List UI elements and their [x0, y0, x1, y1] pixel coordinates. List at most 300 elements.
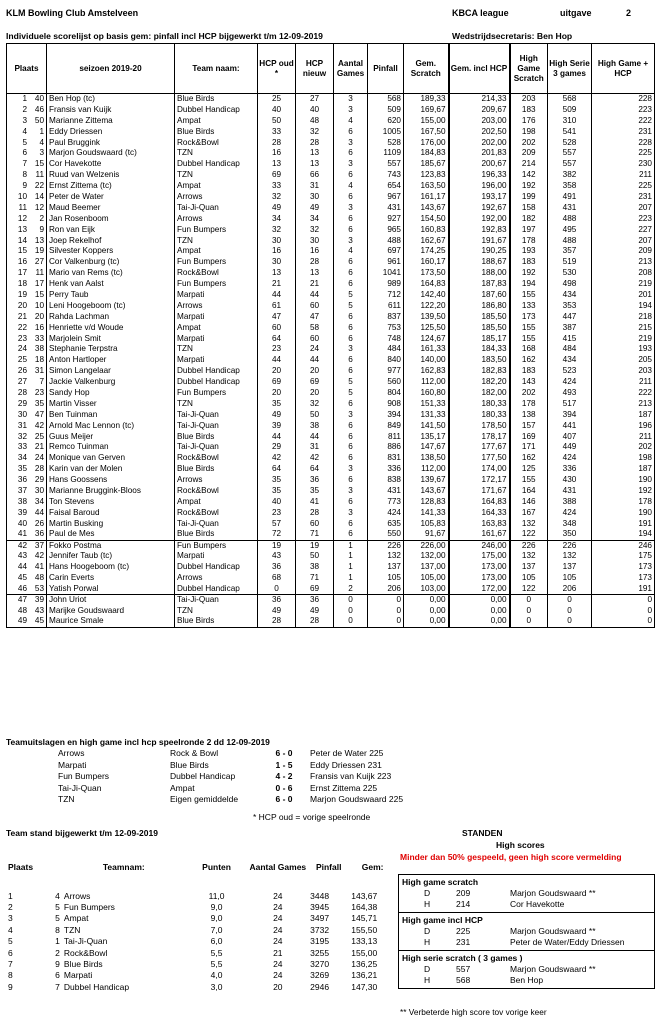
cell-team: Rock&Bowl [175, 137, 258, 148]
cell-naam: Henriette v/d Woude [47, 322, 175, 333]
cell-hg-scratch: 192 [510, 268, 548, 279]
cell-plaats-previous: 45 [34, 616, 44, 626]
cell-hs-3: 226 [548, 540, 592, 551]
cell-plaats-current: 27 [17, 377, 27, 387]
table-row [7, 594, 655, 605]
cell-hcp-oud: 50 [258, 115, 296, 126]
cell-gem-scratch: 128,83 [404, 496, 449, 507]
cell-plaats-previous: 11 [35, 268, 44, 278]
cell-hg-hcp: 193 [592, 344, 655, 355]
cell-gem-hcp: 0,00 [449, 594, 510, 605]
table-row [7, 344, 655, 355]
cell-hcp-oud: 39 [258, 420, 296, 431]
cell-hcp-nieuw: 60 [296, 300, 334, 311]
result-high-game: Peter de Water 225 [310, 748, 384, 759]
cell-hcp-oud: 23 [258, 344, 296, 355]
cell-hcp-oud: 64 [258, 464, 296, 475]
cell-aantal: 0 [334, 605, 368, 616]
cell-hcp-oud: 19 [258, 540, 296, 551]
cell-pinfall: 509 [368, 104, 404, 115]
cell-plaats [7, 213, 47, 224]
cell-plaats-previous: 26 [34, 518, 44, 528]
cell-gem-scratch: 169,67 [404, 104, 449, 115]
cell-hcp-nieuw: 44 [296, 431, 334, 442]
cell-plaats-current: 5 [22, 137, 27, 147]
cell-hcp-nieuw: 42 [296, 453, 334, 464]
cell-pinfall: 105 [368, 573, 404, 584]
cell-hcp-oud: 44 [258, 290, 296, 301]
cell-hs-3: 415 [548, 333, 592, 344]
cell-naam: Joep Rekelhof [47, 235, 175, 246]
table-row [7, 398, 655, 409]
cell-plaats-current: 15 [17, 246, 27, 256]
cell-hg-hcp: 178 [592, 496, 655, 507]
cell-naam: Ben Hop (tc) [47, 94, 175, 105]
result-high-game: Fransis van Kuijk 223 [310, 771, 392, 782]
cell-plaats [7, 159, 47, 170]
team-naam: Blue Birds [63, 958, 103, 969]
cell-hs-3: 557 [548, 148, 592, 159]
cell-pinfall: 753 [368, 322, 404, 333]
team-row [6, 890, 396, 901]
cell-hcp-oud: 30 [258, 235, 296, 246]
cell-gem-scratch: 142,40 [404, 290, 449, 301]
cell-hg-scratch: 155 [510, 322, 548, 333]
cell-hg-scratch: 173 [510, 311, 548, 322]
highscore-value: 568 [456, 975, 471, 985]
cell-aantal: 6 [334, 475, 368, 486]
cell-plaats-previous: 13 [34, 235, 44, 245]
cell-hs-3: 357 [548, 246, 592, 257]
cell-gem-scratch: 154,50 [404, 213, 449, 224]
cell-plaats-previous: 18 [34, 355, 44, 365]
table-row [7, 496, 655, 507]
cell-gem-hcp: 190,25 [449, 246, 510, 257]
cell-team: Blue Birds [175, 126, 258, 137]
cell-hs-3: 519 [548, 257, 592, 268]
table-row [7, 170, 655, 181]
cell-gem-hcp: 182,83 [449, 366, 510, 377]
cell-hcp-nieuw: 28 [296, 137, 334, 148]
team-col-games: Aantal Games [249, 862, 307, 872]
cell-plaats-previous: 40 [34, 94, 44, 104]
cell-plaats [7, 562, 47, 573]
cell-team: Blue Birds [175, 529, 258, 540]
cell-gem-scratch: 160,17 [404, 257, 449, 268]
cell-plaats [7, 605, 47, 616]
cell-aantal: 6 [334, 496, 368, 507]
cell-hcp-nieuw: 13 [296, 148, 334, 159]
cell-team: Arrows [175, 300, 258, 311]
cell-hs-3: 394 [548, 409, 592, 420]
cell-gem-scratch: 105,83 [404, 518, 449, 529]
cell-hs-3: 388 [548, 496, 592, 507]
cell-hs-3: 424 [548, 377, 592, 388]
cell-hg-scratch: 162 [510, 355, 548, 366]
player-score-table [6, 43, 655, 628]
cell-plaats [7, 181, 47, 192]
team-vorige: 7 [55, 981, 60, 992]
team-pinfall: 3732 [310, 924, 330, 935]
cell-hg-scratch: 155 [510, 290, 548, 301]
cell-gem-scratch: 91,67 [404, 529, 449, 540]
result-score: 0 - 6 [275, 782, 293, 793]
cell-plaats-previous: 47 [34, 409, 44, 419]
team-naam: Rock&Bowl [63, 947, 108, 958]
cell-naam: Peter de Water [47, 192, 175, 203]
table-row [7, 584, 655, 595]
table-row [7, 126, 655, 137]
cell-hcp-nieuw: 32 [296, 224, 334, 235]
cell-hg-hcp: 219 [592, 279, 655, 290]
cell-aantal: 6 [334, 529, 368, 540]
cell-naam: Ruud van Welzenis [47, 170, 175, 181]
cell-naam: Marianne Bruggink-Bloos [47, 486, 175, 497]
cell-hg-hcp: 222 [592, 115, 655, 126]
cell-gem-scratch: 112,00 [404, 464, 449, 475]
highscore-group-title: High serie scratch ( 3 games ) [402, 953, 523, 963]
cell-hg-hcp: 196 [592, 420, 655, 431]
cell-aantal: 4 [334, 181, 368, 192]
cell-naam: Jan Rosenboom [47, 213, 175, 224]
results-table [56, 748, 448, 806]
cell-pinfall: 748 [368, 333, 404, 344]
cell-hcp-oud: 30 [258, 257, 296, 268]
cell-hcp-oud: 36 [258, 594, 296, 605]
cell-pinfall: 965 [368, 224, 404, 235]
cell-plaats [7, 496, 47, 507]
result-away-team: Blue Birds [170, 759, 209, 770]
result-row [56, 771, 448, 783]
cell-hg-scratch: 183 [510, 104, 548, 115]
cell-plaats-previous: 15 [34, 289, 44, 299]
cell-plaats-current: 8 [22, 170, 27, 180]
cell-team: Blue Birds [175, 616, 258, 627]
cell-pinfall: 977 [368, 366, 404, 377]
cell-team: Fun Bumpers [175, 224, 258, 235]
cell-plaats-previous: 50 [34, 115, 44, 125]
cell-pinfall: 394 [368, 409, 404, 420]
result-high-game: Ernst Zittema 225 [310, 782, 378, 793]
cell-gem-hcp: 174,00 [449, 464, 510, 475]
cell-hg-scratch: 143 [510, 377, 548, 388]
cell-plaats-current: 20 [17, 300, 27, 310]
cell-naam: Marjon Goudswaard (tc) [47, 148, 175, 159]
cell-hcp-oud: 20 [258, 388, 296, 399]
cell-plaats-current: 13 [17, 224, 27, 234]
cell-plaats-current: 34 [17, 453, 27, 463]
cell-plaats [7, 453, 47, 464]
cell-aantal: 1 [334, 573, 368, 584]
cell-plaats-previous: 46 [34, 104, 44, 114]
cell-naam: Marijke Goudswaard [47, 605, 175, 616]
cell-plaats-current: 6 [22, 148, 27, 158]
cell-gem-hcp: 192,83 [449, 224, 510, 235]
secretary: Wedstrijdsecretaris: Ben Hop [452, 31, 573, 41]
cell-plaats-previous: 15 [34, 159, 44, 169]
cell-naam: Hans Goossens [47, 475, 175, 486]
cell-gem-hcp: 172,17 [449, 475, 510, 486]
table-row [7, 518, 655, 529]
cell-hg-hcp: 246 [592, 540, 655, 551]
cell-hg-hcp: 230 [592, 159, 655, 170]
cell-plaats-previous: 17 [34, 279, 44, 289]
cell-hcp-oud: 36 [258, 562, 296, 573]
cell-hs-3: 358 [548, 181, 592, 192]
team-row [6, 913, 396, 924]
team-pinfall: 3945 [310, 901, 330, 912]
cell-hs-3: 430 [548, 475, 592, 486]
cell-plaats [7, 322, 47, 333]
cell-hs-3: 431 [548, 202, 592, 213]
cell-hcp-nieuw: 31 [296, 442, 334, 453]
cell-team: Rock&Bowl [175, 268, 258, 279]
cell-naam: Jennifer Taub (tc) [47, 551, 175, 562]
cell-gem-hcp: 180,33 [449, 398, 510, 409]
cell-aantal: 3 [334, 94, 368, 105]
team-gem: 136,21 [351, 970, 378, 981]
cell-hcp-nieuw: 64 [296, 464, 334, 475]
cell-hcp-nieuw: 71 [296, 529, 334, 540]
cell-plaats-current: 42 [17, 540, 27, 550]
cell-hg-hcp: 223 [592, 104, 655, 115]
cell-plaats [7, 594, 47, 605]
team-naam: Dubbel Handicap [63, 981, 130, 992]
cell-plaats [7, 290, 47, 301]
cell-hs-3: 528 [548, 137, 592, 148]
team-vorige: 5 [55, 913, 60, 924]
cell-plaats-current: 38 [17, 496, 27, 506]
cell-hcp-oud: 16 [258, 246, 296, 257]
cell-gem-hcp: 161,67 [449, 529, 510, 540]
cell-hg-hcp: 211 [592, 377, 655, 388]
cell-plaats-previous: 29 [34, 475, 44, 485]
cell-pinfall: 620 [368, 115, 404, 126]
cell-plaats-current: 7 [22, 159, 27, 169]
cell-plaats [7, 475, 47, 486]
col-team: Team naam: [175, 44, 258, 94]
cell-gem-hcp: 246,00 [449, 540, 510, 551]
cell-hcp-nieuw: 50 [296, 551, 334, 562]
result-score: 4 - 2 [275, 771, 293, 782]
cell-hg-hcp: 231 [592, 126, 655, 137]
table-row [7, 181, 655, 192]
cell-plaats-current: 22 [17, 322, 27, 332]
cell-gem-scratch: 160,83 [404, 224, 449, 235]
cell-hcp-nieuw: 27 [296, 94, 334, 105]
team-plaats: 1 [8, 890, 13, 901]
table-row [7, 420, 655, 431]
cell-gem-scratch: 135,17 [404, 431, 449, 442]
cell-hcp-oud: 61 [258, 300, 296, 311]
cell-plaats-current: 40 [17, 518, 27, 528]
cell-gem-scratch: 173,50 [404, 268, 449, 279]
team-naam: TZN [63, 924, 81, 935]
cell-hg-scratch: 178 [510, 235, 548, 246]
table-row [7, 355, 655, 366]
team-plaats: 9 [8, 981, 13, 992]
result-home-team: Tai-Ji-Quan [58, 782, 102, 793]
team-games: 24 [273, 924, 283, 935]
cell-hcp-nieuw: 48 [296, 115, 334, 126]
cell-naam: Perry Taub [47, 290, 175, 301]
cell-team: Dubbel Handicap [175, 104, 258, 115]
cell-hcp-oud: 57 [258, 518, 296, 529]
cell-hg-scratch: 202 [510, 388, 548, 399]
cell-team: Rock&Bowl [175, 453, 258, 464]
standen-title: STANDEN [462, 828, 503, 838]
cell-hg-scratch: 122 [510, 529, 548, 540]
cell-aantal: 5 [334, 290, 368, 301]
team-row [6, 959, 396, 970]
cell-plaats-current: 41 [17, 529, 27, 539]
cell-hcp-nieuw: 20 [296, 388, 334, 399]
cell-hs-3: 407 [548, 431, 592, 442]
cell-hg-hcp: 213 [592, 398, 655, 409]
cell-plaats-current: 21 [17, 311, 27, 321]
cell-hcp-oud: 69 [258, 377, 296, 388]
cell-hg-hcp: 202 [592, 442, 655, 453]
cell-hcp-nieuw: 32 [296, 126, 334, 137]
cell-team: Arrows [175, 213, 258, 224]
cell-hcp-nieuw: 47 [296, 311, 334, 322]
cell-plaats-previous: 38 [34, 344, 44, 354]
cell-pinfall: 484 [368, 344, 404, 355]
cell-team: TZN [175, 235, 258, 246]
cell-team: Marpati [175, 333, 258, 344]
cell-hg-scratch: 0 [510, 616, 548, 627]
cell-aantal: 6 [334, 333, 368, 344]
cell-plaats [7, 409, 47, 420]
highscore-player: Ben Hop [510, 975, 544, 985]
cell-plaats-previous: 43 [34, 605, 44, 615]
cell-aantal: 6 [334, 322, 368, 333]
cell-hg-hcp: 225 [592, 181, 655, 192]
cell-hg-scratch: 209 [510, 148, 548, 159]
cell-hcp-oud: 40 [258, 496, 296, 507]
cell-hg-scratch: 146 [510, 496, 548, 507]
col-plaats: Plaats [7, 44, 47, 94]
cell-plaats-current: 3 [22, 115, 27, 125]
cell-plaats [7, 486, 47, 497]
highscore-player: Marjon Goudswaard ** [510, 926, 596, 936]
cell-plaats [7, 398, 47, 409]
highscore-gender: H [424, 975, 431, 985]
cell-hs-3: 498 [548, 279, 592, 290]
cell-plaats-current: 29 [17, 398, 27, 408]
cell-plaats-current: 36 [17, 475, 27, 485]
cell-hs-3: 387 [548, 322, 592, 333]
cell-hg-scratch: 142 [510, 170, 548, 181]
table-row [7, 279, 655, 290]
cell-pinfall: 424 [368, 507, 404, 518]
cell-hcp-nieuw: 24 [296, 344, 334, 355]
cell-plaats-current: 26 [17, 366, 27, 376]
cell-hcp-oud: 49 [258, 409, 296, 420]
cell-naam: Carin Everts [47, 573, 175, 584]
cell-naam: Cor Havekotte [47, 159, 175, 170]
cell-hcp-oud: 32 [258, 224, 296, 235]
cell-aantal: 6 [334, 257, 368, 268]
cell-plaats [7, 279, 47, 290]
cell-aantal: 1 [334, 540, 368, 551]
cell-plaats-previous: 7 [39, 377, 44, 387]
cell-hg-hcp: 219 [592, 333, 655, 344]
team-pinfall: 3195 [310, 936, 330, 947]
team-naam: Arrows [63, 890, 91, 901]
cell-team: Ampat [175, 322, 258, 333]
table-row [7, 290, 655, 301]
cell-hs-3: 495 [548, 224, 592, 235]
team-col-gem: Gem: [361, 862, 384, 872]
team-punten: 5,5 [210, 958, 223, 969]
table-row [7, 257, 655, 268]
cell-hcp-nieuw: 50 [296, 409, 334, 420]
table-row [7, 453, 655, 464]
cell-hg-scratch: 197 [510, 224, 548, 235]
cell-team: Arrows [175, 475, 258, 486]
table-row [7, 442, 655, 453]
cell-aantal: 6 [334, 268, 368, 279]
table-row [7, 366, 655, 377]
cell-team: Blue Birds [175, 464, 258, 475]
highscores-footnote: ** Verbeterde high score tov vorige keer [400, 1007, 547, 1017]
team-plaats: 7 [8, 958, 13, 969]
table-row [7, 224, 655, 235]
cell-hcp-nieuw: 30 [296, 235, 334, 246]
cell-naam: Monique van Gerven [47, 453, 175, 464]
cell-hcp-nieuw: 35 [296, 486, 334, 497]
cell-gem-scratch: 151,33 [404, 398, 449, 409]
highscore-gender: D [424, 926, 431, 936]
result-away-team: Eigen gemiddelde [170, 794, 239, 805]
cell-hcp-oud: 21 [258, 279, 296, 290]
cell-gem-hcp: 0,00 [449, 605, 510, 616]
cell-hs-3: 530 [548, 268, 592, 279]
cell-hcp-oud: 49 [258, 605, 296, 616]
cell-hs-3: 488 [548, 235, 592, 246]
cell-pinfall: 804 [368, 388, 404, 399]
cell-plaats-current: 9 [22, 181, 27, 191]
cell-aantal: 6 [334, 366, 368, 377]
cell-hg-hcp: 211 [592, 170, 655, 181]
cell-hg-scratch: 132 [510, 518, 548, 529]
cell-pinfall: 560 [368, 377, 404, 388]
cell-hs-3: 310 [548, 115, 592, 126]
cell-plaats-current: 18 [17, 279, 27, 289]
cell-hg-scratch: 157 [510, 420, 548, 431]
cell-naam: Ton Stevens [47, 496, 175, 507]
cell-gem-hcp: 192,67 [449, 202, 510, 213]
cell-hcp-nieuw: 49 [296, 202, 334, 213]
team-gem: 155,50 [351, 924, 378, 935]
cell-plaats-current: 17 [17, 268, 27, 278]
club-name: KLM Bowling Club Amstelveen [6, 8, 139, 18]
team-pinfall: 2946 [310, 981, 330, 992]
team-standings-table [6, 855, 396, 993]
cell-hg-scratch: 192 [510, 181, 548, 192]
cell-hg-scratch: 168 [510, 344, 548, 355]
cell-gem-scratch: 137,00 [404, 562, 449, 573]
cell-team: Arrows [175, 192, 258, 203]
result-score: 1 - 5 [275, 759, 293, 770]
cell-team: Blue Birds [175, 94, 258, 105]
cell-hcp-nieuw: 44 [296, 290, 334, 301]
team-vorige: 4 [55, 890, 60, 901]
cell-plaats [7, 616, 47, 627]
team-vorige: 5 [55, 901, 60, 912]
table-row [7, 464, 655, 475]
